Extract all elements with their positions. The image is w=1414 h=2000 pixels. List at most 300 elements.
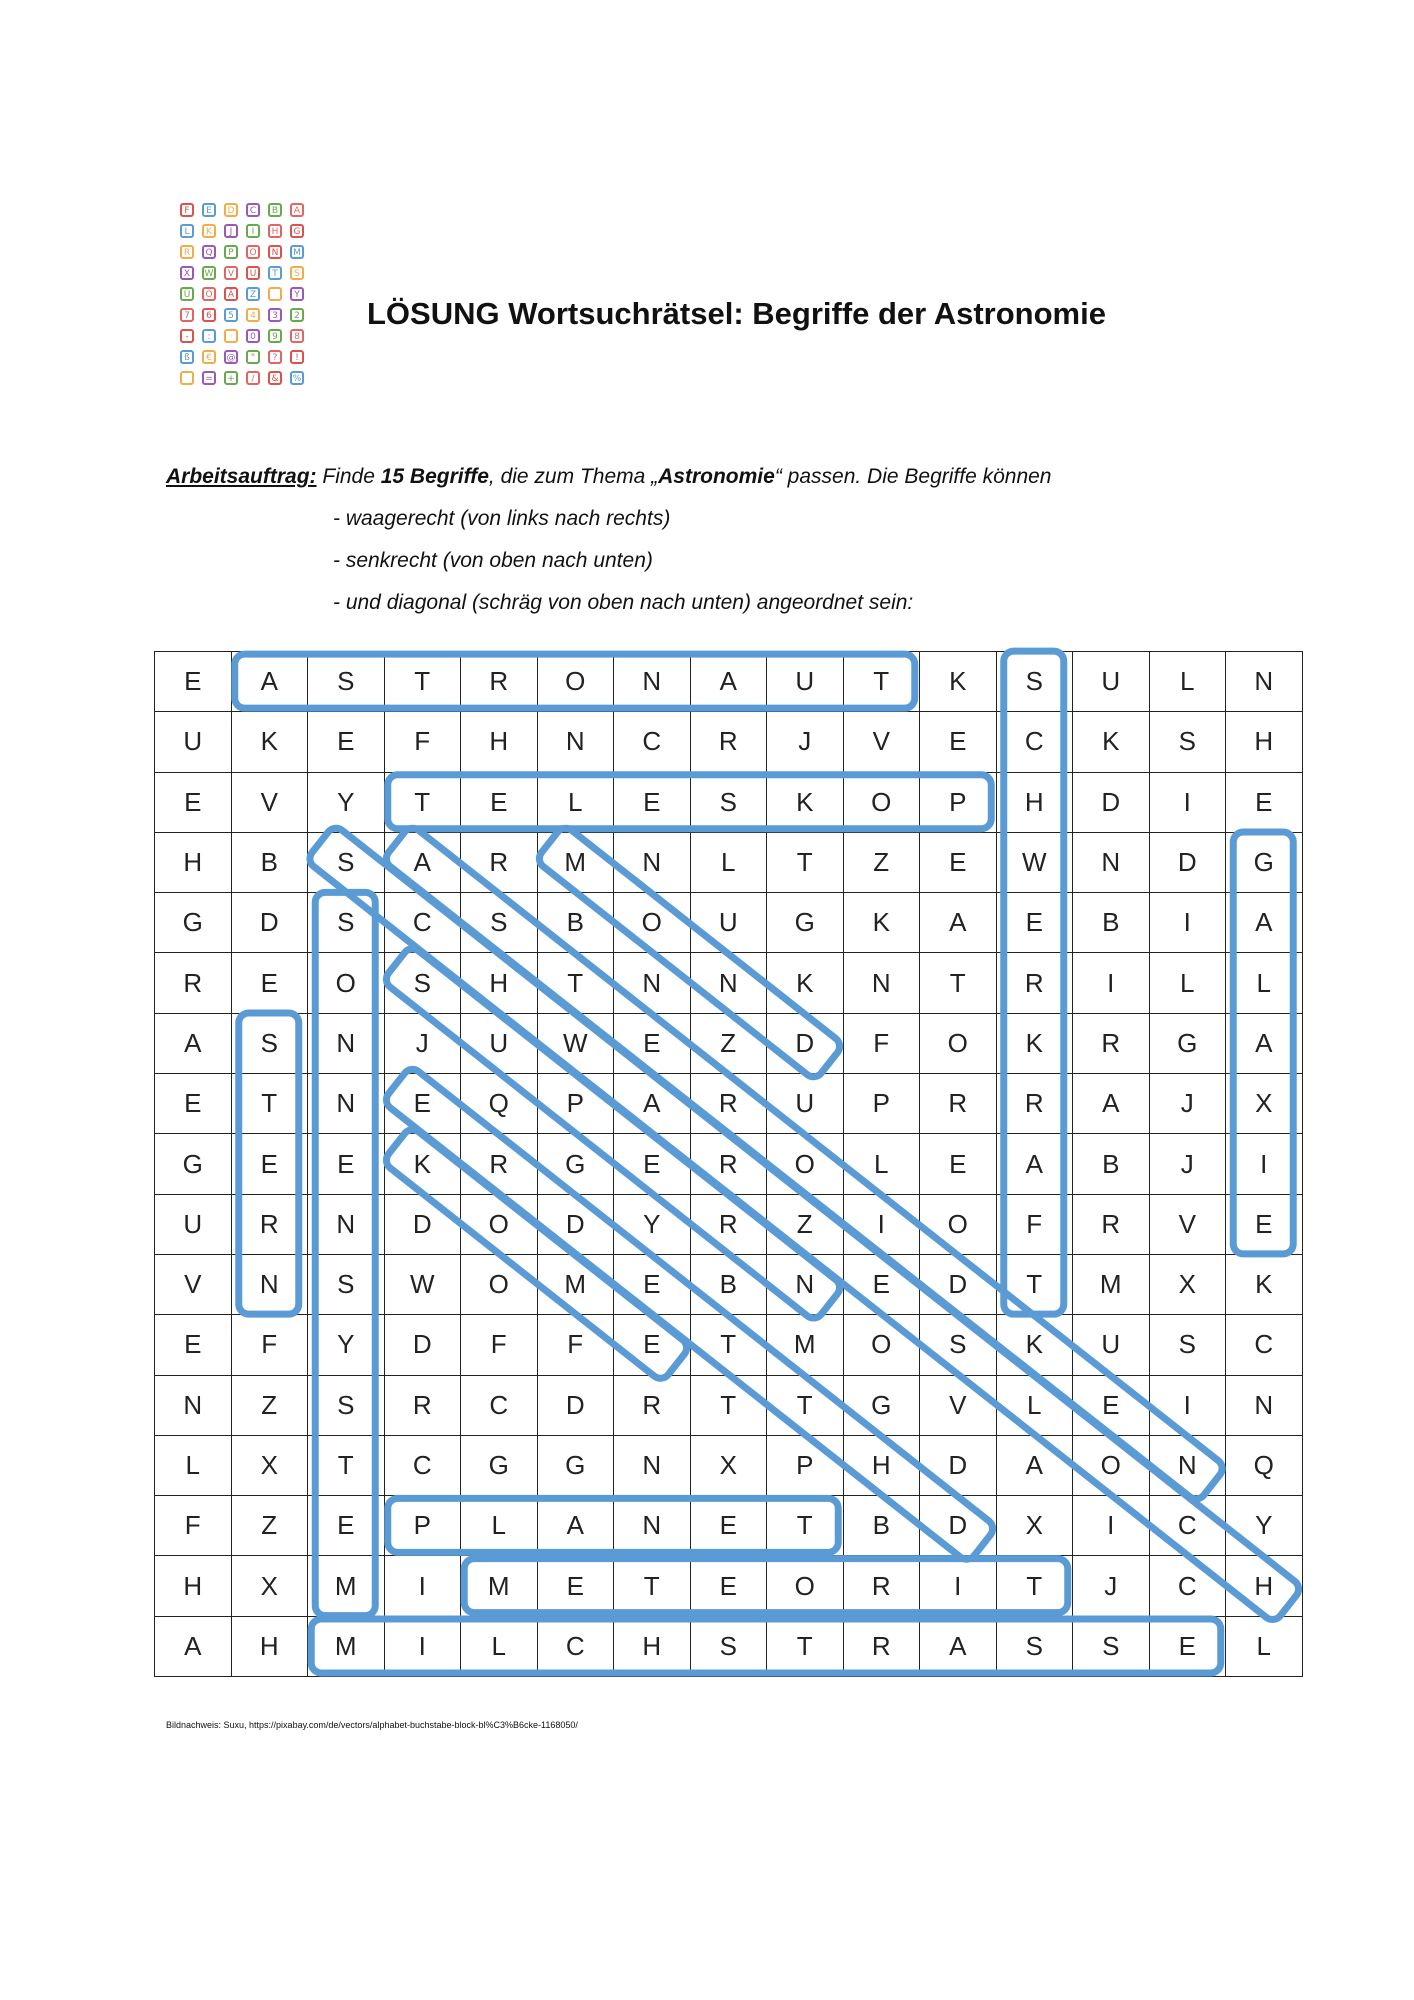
logo-block: T <box>268 266 282 280</box>
grid-cell: N <box>690 953 767 1013</box>
grid-cell: E <box>614 772 691 832</box>
grid-cell: I <box>1073 953 1150 1013</box>
grid-cell: G <box>155 1134 232 1194</box>
grid-cell: F <box>155 1496 232 1556</box>
grid-cell: M <box>461 1556 538 1616</box>
logo-block: 4 <box>246 308 260 322</box>
logo-block: C <box>246 203 260 217</box>
logo-block: - <box>180 329 194 343</box>
logo-block: 3 <box>268 308 282 322</box>
grid-cell: T <box>996 1556 1073 1616</box>
grid-row <box>155 1435 1303 1495</box>
logo-block: N <box>268 245 282 259</box>
grid-cell: N <box>308 1013 385 1073</box>
grid-cell: H <box>614 1616 691 1676</box>
grid-cell: T <box>996 1254 1073 1314</box>
grid-cell: O <box>920 1013 997 1073</box>
logo-block: ! <box>290 350 304 364</box>
logo-block: / <box>246 371 260 385</box>
grid-cell: A <box>231 652 308 712</box>
grid-cell: E <box>308 1134 385 1194</box>
grid-cell: A <box>920 1616 997 1676</box>
grid-cell: N <box>1149 1435 1226 1495</box>
grid-cell: G <box>1149 1013 1226 1073</box>
grid-cell: R <box>690 1194 767 1254</box>
logo-block: & <box>268 371 282 385</box>
grid-cell: N <box>231 1254 308 1314</box>
grid-cell: E <box>155 652 232 712</box>
grid-cell: T <box>231 1074 308 1134</box>
grid-cell: A <box>614 1074 691 1134</box>
grid-cell: N <box>614 832 691 892</box>
grid-cell: Z <box>843 832 920 892</box>
logo-block: Ö <box>202 287 216 301</box>
grid-cell: I <box>1149 893 1226 953</box>
grid-cell: L <box>1149 953 1226 1013</box>
grid-cell: V <box>231 772 308 832</box>
logo-block: G <box>290 224 304 238</box>
logo-block: U <box>246 266 260 280</box>
grid-cell: K <box>1226 1254 1303 1314</box>
grid-cell: U <box>1073 1315 1150 1375</box>
grid-cell: G <box>155 893 232 953</box>
grid-cell: R <box>155 953 232 1013</box>
grid-row <box>155 832 1303 892</box>
logo-block: Q <box>202 245 216 259</box>
grid-cell: A <box>690 652 767 712</box>
logo-block: R <box>180 245 194 259</box>
grid-cell: V <box>920 1375 997 1435</box>
grid-cell: Y <box>308 772 385 832</box>
grid-cell: P <box>843 1074 920 1134</box>
grid-cell: T <box>308 1435 385 1495</box>
grid-cell: O <box>843 1315 920 1375</box>
grid-row <box>155 1074 1303 1134</box>
task-topic: Astronomie <box>658 465 775 488</box>
grid-cell: D <box>537 1375 614 1435</box>
grid-cell: C <box>996 712 1073 772</box>
logo-block: Y <box>290 287 304 301</box>
grid-cell: H <box>155 832 232 892</box>
grid-cell: B <box>537 893 614 953</box>
grid-cell: S <box>308 893 385 953</box>
grid-cell: L <box>1226 953 1303 1013</box>
grid-cell: X <box>231 1556 308 1616</box>
grid-cell: R <box>843 1556 920 1616</box>
logo-block: " <box>246 350 260 364</box>
grid-row <box>155 1375 1303 1435</box>
grid-cell: S <box>1149 1315 1226 1375</box>
grid-cell: L <box>690 832 767 892</box>
grid-cell: G <box>1226 832 1303 892</box>
grid-cell: F <box>384 712 461 772</box>
logo-block: € <box>202 350 216 364</box>
grid-cell: L <box>461 1496 538 1556</box>
grid-cell: E <box>1226 772 1303 832</box>
grid-cell: A <box>155 1013 232 1073</box>
grid-cell: X <box>1149 1254 1226 1314</box>
grid-cell: A <box>1226 1013 1303 1073</box>
grid-cell: F <box>537 1315 614 1375</box>
grid-cell: M <box>308 1616 385 1676</box>
grid-cell: M <box>1073 1254 1150 1314</box>
grid-cell: V <box>843 712 920 772</box>
grid-cell: R <box>843 1616 920 1676</box>
grid-cell: E <box>155 772 232 832</box>
logo-block: @ <box>224 350 238 364</box>
grid-cell: D <box>1073 772 1150 832</box>
grid-cell: M <box>308 1556 385 1616</box>
grid-cell: C <box>537 1616 614 1676</box>
grid-cell: N <box>614 1496 691 1556</box>
grid-cell: R <box>690 712 767 772</box>
grid-cell: O <box>461 1254 538 1314</box>
grid-cell: O <box>843 772 920 832</box>
logo-block: 6 <box>202 308 216 322</box>
grid-cell: G <box>461 1435 538 1495</box>
logo-block: E <box>202 203 216 217</box>
grid-cell: A <box>996 1435 1073 1495</box>
logo-block: K <box>202 224 216 238</box>
grid-cell: E <box>614 1134 691 1194</box>
logo-block: B <box>268 203 282 217</box>
grid-cell: E <box>1149 1616 1226 1676</box>
logo-block: M <box>290 245 304 259</box>
grid-row <box>155 1496 1303 1556</box>
grid-row <box>155 1315 1303 1375</box>
grid-cell: A <box>384 832 461 892</box>
grid-cell: I <box>920 1556 997 1616</box>
grid-cell: K <box>996 1315 1073 1375</box>
task-line-vertical: - senkrecht (von oben nach unten) <box>333 549 653 572</box>
grid-cell: R <box>996 953 1073 1013</box>
grid-cell: E <box>614 1013 691 1073</box>
grid-cell: U <box>155 1194 232 1254</box>
grid-cell: C <box>384 1435 461 1495</box>
grid-cell: E <box>690 1496 767 1556</box>
task-line-diagonal: - und diagonal (schräg von oben nach unten) angeordnet sein: <box>333 591 914 614</box>
grid-cell: K <box>996 1013 1073 1073</box>
grid-cell: A <box>996 1134 1073 1194</box>
logo-block: A <box>290 203 304 217</box>
grid-cell: B <box>231 832 308 892</box>
task-count: 15 Begriffe <box>380 465 489 488</box>
grid-cell: T <box>614 1556 691 1616</box>
grid-cell: E <box>155 1074 232 1134</box>
logo-block: + <box>224 371 238 385</box>
logo-block: H <box>268 224 282 238</box>
grid-cell: H <box>231 1616 308 1676</box>
grid-cell: T <box>767 1375 844 1435</box>
grid-cell: T <box>767 1496 844 1556</box>
grid-cell: D <box>537 1194 614 1254</box>
logo-block: I <box>246 224 260 238</box>
grid-cell: O <box>767 1134 844 1194</box>
word-search-grid <box>154 651 1303 1677</box>
grid-cell: O <box>461 1194 538 1254</box>
grid-cell: I <box>384 1556 461 1616</box>
grid-cell: Y <box>614 1194 691 1254</box>
grid-cell: J <box>1073 1556 1150 1616</box>
logo-block: F <box>180 203 194 217</box>
grid-cell: E <box>1226 1194 1303 1254</box>
grid-cell: K <box>384 1134 461 1194</box>
logo-block: X <box>180 266 194 280</box>
task-intro <box>166 465 1052 489</box>
grid-cell: R <box>996 1074 1073 1134</box>
grid-row <box>155 953 1303 1013</box>
logo-block: V <box>224 266 238 280</box>
logo-block: 7 <box>180 308 194 322</box>
grid-cell: U <box>461 1013 538 1073</box>
grid-cell: E <box>614 1315 691 1375</box>
grid-cell: S <box>308 1375 385 1435</box>
grid-cell: S <box>996 652 1073 712</box>
grid-cell: S <box>996 1616 1073 1676</box>
grid-cell: E <box>843 1254 920 1314</box>
logo-block: 0 <box>246 329 260 343</box>
grid-cell: R <box>461 1134 538 1194</box>
grid-cell: U <box>767 1074 844 1134</box>
logo-block <box>268 287 282 301</box>
grid-cell: L <box>843 1134 920 1194</box>
grid-cell: D <box>384 1194 461 1254</box>
grid-cell: A <box>537 1496 614 1556</box>
grid-cell: E <box>996 893 1073 953</box>
grid-cell: D <box>767 1013 844 1073</box>
grid-cell: R <box>231 1194 308 1254</box>
grid-cell: R <box>690 1074 767 1134</box>
grid-cell: T <box>384 772 461 832</box>
grid-cell: N <box>767 1254 844 1314</box>
grid-cell: F <box>461 1315 538 1375</box>
grid-cell: V <box>1149 1194 1226 1254</box>
grid-cell: H <box>1226 1556 1303 1616</box>
grid-cell: V <box>155 1254 232 1314</box>
grid-cell: F <box>231 1315 308 1375</box>
grid-cell: R <box>1073 1013 1150 1073</box>
grid-cell: R <box>920 1074 997 1134</box>
grid-cell: E <box>231 1134 308 1194</box>
logo-block: = <box>202 371 216 385</box>
grid-cell: N <box>614 953 691 1013</box>
grid-cell: S <box>920 1315 997 1375</box>
grid-cell: E <box>920 1134 997 1194</box>
grid-cell: E <box>920 832 997 892</box>
grid-cell: N <box>155 1375 232 1435</box>
grid-cell: N <box>1073 832 1150 892</box>
grid-cell: G <box>537 1435 614 1495</box>
grid-cell: W <box>996 832 1073 892</box>
grid-cell: T <box>767 1616 844 1676</box>
grid-cell: G <box>537 1134 614 1194</box>
grid-cell: X <box>690 1435 767 1495</box>
logo-block: 8 <box>290 329 304 343</box>
grid-cell: Z <box>690 1013 767 1073</box>
grid-cell: Z <box>231 1375 308 1435</box>
grid-cell: S <box>384 953 461 1013</box>
grid-cell: A <box>920 893 997 953</box>
grid-cell: L <box>155 1435 232 1495</box>
grid-row <box>155 1254 1303 1314</box>
logo-block: ß <box>180 350 194 364</box>
logo-block: L <box>180 224 194 238</box>
grid-cell: H <box>461 953 538 1013</box>
grid-cell: D <box>384 1315 461 1375</box>
grid-cell: L <box>461 1616 538 1676</box>
logo-block: 5 <box>224 308 238 322</box>
grid-cell: N <box>308 1074 385 1134</box>
logo-block <box>180 371 194 385</box>
grid-cell: N <box>1226 652 1303 712</box>
grid-cell: W <box>384 1254 461 1314</box>
grid-row <box>155 652 1303 712</box>
logo-block: S <box>290 266 304 280</box>
task-label: Arbeitsauftrag: <box>166 465 317 488</box>
grid-row <box>155 1194 1303 1254</box>
grid-cell: I <box>1149 1375 1226 1435</box>
grid-cell: Z <box>767 1194 844 1254</box>
grid-cell: N <box>537 712 614 772</box>
task-text-2: , die zum Thema „ <box>488 465 659 488</box>
grid-cell: U <box>1073 652 1150 712</box>
grid-cell: F <box>843 1013 920 1073</box>
grid-cell: R <box>614 1375 691 1435</box>
grid-cell: O <box>1073 1435 1150 1495</box>
grid-cell: E <box>308 1496 385 1556</box>
grid-cell: C <box>1149 1496 1226 1556</box>
grid-cell: A <box>1226 893 1303 953</box>
logo-block: D <box>224 203 238 217</box>
grid-cell: J <box>384 1013 461 1073</box>
grid-cell: M <box>537 1254 614 1314</box>
grid-cell: E <box>461 772 538 832</box>
grid-cell: S <box>690 772 767 832</box>
grid-cell: G <box>767 893 844 953</box>
grid-row <box>155 772 1303 832</box>
grid-cell: I <box>1226 1134 1303 1194</box>
grid-cell: B <box>690 1254 767 1314</box>
grid-cell: E <box>231 953 308 1013</box>
logo-block: O <box>246 245 260 259</box>
logo-block: · <box>224 329 238 343</box>
grid-cell: N <box>1226 1375 1303 1435</box>
grid-cell: I <box>1073 1496 1150 1556</box>
logo-block: 9 <box>268 329 282 343</box>
grid-row <box>155 893 1303 953</box>
logo-block: J <box>224 224 238 238</box>
grid-cell: C <box>1149 1556 1226 1616</box>
grid-row <box>155 1556 1303 1616</box>
grid-cell: E <box>1073 1375 1150 1435</box>
grid-cell: X <box>231 1435 308 1495</box>
grid-cell: R <box>461 832 538 892</box>
grid-row <box>155 712 1303 772</box>
grid-cell: Q <box>1226 1435 1303 1495</box>
grid-cell: K <box>767 953 844 1013</box>
grid-cell: D <box>231 893 308 953</box>
grid-cell: S <box>308 652 385 712</box>
grid-cell: R <box>461 652 538 712</box>
grid-cell: R <box>1073 1194 1150 1254</box>
grid-cell: K <box>231 712 308 772</box>
grid-cell: L <box>996 1375 1073 1435</box>
grid-cell: E <box>690 1556 767 1616</box>
grid-cell: A <box>1073 1074 1150 1134</box>
grid-cell: T <box>690 1375 767 1435</box>
grid-cell: L <box>1226 1616 1303 1676</box>
grid-cell: D <box>920 1254 997 1314</box>
grid-cell: K <box>1073 712 1150 772</box>
grid-cell: S <box>231 1013 308 1073</box>
grid-cell: S <box>308 832 385 892</box>
grid-cell: I <box>384 1616 461 1676</box>
grid-cell: B <box>843 1496 920 1556</box>
grid-cell: T <box>690 1315 767 1375</box>
task-text-1: Finde <box>316 465 381 488</box>
page-title: LÖSUNG Wortsuchrätsel: Begriffe der Astronomie <box>367 296 1106 331</box>
grid-cell: J <box>1149 1074 1226 1134</box>
grid-cell: U <box>767 652 844 712</box>
grid-cell: B <box>1073 1134 1150 1194</box>
grid-cell: U <box>155 712 232 772</box>
grid-cell: L <box>1149 652 1226 712</box>
grid-cell: N <box>614 1435 691 1495</box>
grid-cell: H <box>461 712 538 772</box>
grid-cell: Y <box>1226 1496 1303 1556</box>
grid-cell: E <box>308 712 385 772</box>
grid-cell: Z <box>231 1496 308 1556</box>
grid-cell: I <box>843 1194 920 1254</box>
logo-block: Ü <box>180 287 194 301</box>
grid-cell: E <box>920 712 997 772</box>
grid-cell: L <box>537 772 614 832</box>
grid-cell: K <box>767 772 844 832</box>
grid-cell: G <box>843 1375 920 1435</box>
grid-cell: I <box>1149 772 1226 832</box>
image-credit: Bildnachweis: Suxu, https://pixabay.com/de/vectors/alphabet-buchstabe-block-bl%C3%B6cke-1168050/ <box>166 1720 578 1730</box>
logo-block: Ä <box>224 287 238 301</box>
grid-cell: C <box>384 893 461 953</box>
grid-cell: H <box>155 1556 232 1616</box>
grid-cell: F <box>996 1194 1073 1254</box>
grid-cell: D <box>920 1435 997 1495</box>
grid-cell: S <box>1073 1616 1150 1676</box>
grid-cell: J <box>767 712 844 772</box>
grid-cell: S <box>690 1616 767 1676</box>
grid-cell: P <box>920 772 997 832</box>
grid-cell: T <box>537 953 614 1013</box>
grid-cell: C <box>1226 1315 1303 1375</box>
grid-cell: P <box>384 1496 461 1556</box>
grid-cell: O <box>920 1194 997 1254</box>
grid-cell: J <box>1149 1134 1226 1194</box>
task-line-horizontal: - waagerecht (von links nach rechts) <box>333 507 671 530</box>
grid-cell: P <box>767 1435 844 1495</box>
logo-block: : <box>202 329 216 343</box>
grid-cell: M <box>767 1315 844 1375</box>
grid-cell: X <box>1226 1074 1303 1134</box>
grid-cell: K <box>843 893 920 953</box>
task-text-3: “ passen. Die Begriffe können <box>774 465 1052 488</box>
grid-cell: S <box>461 893 538 953</box>
grid-cell: O <box>308 953 385 1013</box>
grid-cell: H <box>996 772 1073 832</box>
grid-cell: S <box>1149 712 1226 772</box>
grid-cell: Q <box>461 1074 538 1134</box>
grid-cell: Y <box>308 1315 385 1375</box>
grid-cell: N <box>308 1194 385 1254</box>
